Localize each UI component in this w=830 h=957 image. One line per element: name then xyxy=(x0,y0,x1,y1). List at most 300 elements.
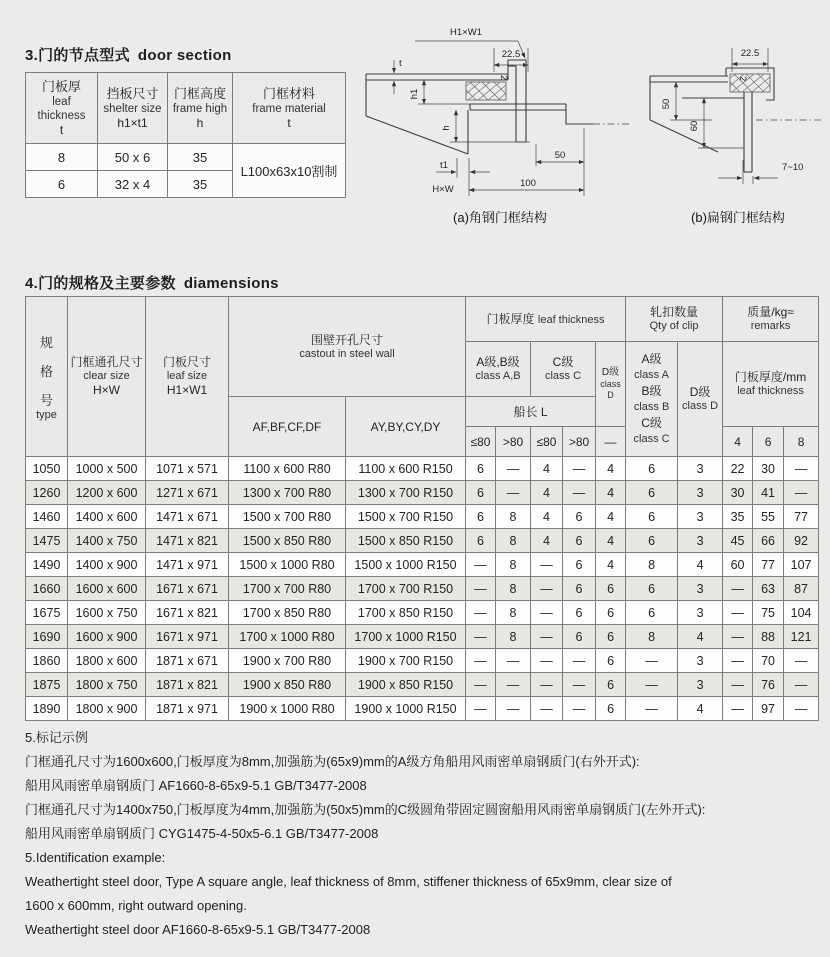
table-row-1260 xyxy=(26,481,819,505)
table-row-1475 xyxy=(26,529,819,553)
table-cell: 60 xyxy=(723,553,753,577)
header-en: class D xyxy=(682,400,719,412)
header-en: remarks xyxy=(750,320,791,332)
table-row-1490 xyxy=(26,553,819,577)
table-cell: 3 xyxy=(678,505,723,529)
dim-label-60: 60 xyxy=(689,120,700,132)
table-cell: — xyxy=(723,649,753,673)
col-castout xyxy=(229,297,466,397)
type-zh-char: 格 xyxy=(39,363,53,379)
header-sym: H×W xyxy=(93,383,120,397)
table-cell: 4 xyxy=(596,457,626,481)
dim-label-50: 50 xyxy=(661,98,672,110)
table-cell: 8 xyxy=(496,625,531,649)
header-zh: A级,B级 xyxy=(476,355,520,369)
text-line: 门框通孔尺寸为1600x600,门板厚度为8mm,加强筋为(65x9)mm的A级方角船用风雨密单扇钢质门(右外开式): xyxy=(25,754,640,769)
table-cell: 35 xyxy=(723,505,753,529)
diagram-flat-steel-frame xyxy=(648,20,828,228)
col-class-d xyxy=(596,342,626,427)
table-row-1050 xyxy=(26,457,819,481)
table-cell: 4 xyxy=(531,481,563,505)
table-cell: 1700 x 1000 R150 xyxy=(346,625,466,649)
table-cell: 1490 xyxy=(26,553,68,577)
header-zh: 门板厚度 xyxy=(486,311,535,326)
table-cell: 92 xyxy=(784,529,819,553)
table-cell: — xyxy=(563,673,596,697)
col-weight-8: 8 xyxy=(784,427,819,457)
table-cell: 4 xyxy=(596,481,626,505)
table-cell: 8 xyxy=(626,553,678,577)
table-cell: 4 xyxy=(596,529,626,553)
col-clip-qty-group xyxy=(626,297,723,342)
table-cell: 3 xyxy=(678,601,723,625)
col-leaf-thickness-group xyxy=(466,297,626,342)
table-cell: — xyxy=(466,673,496,697)
table-cell: 1900 x 700 R80 xyxy=(229,649,346,673)
header-en: class A,B xyxy=(475,370,521,382)
table-cell: 50 x 6 xyxy=(98,144,168,171)
col-class-ab xyxy=(466,342,531,397)
table-header-row xyxy=(26,73,346,144)
header-en: leaf thickness xyxy=(737,385,804,397)
table-cell: 6 xyxy=(26,171,98,198)
text-line: 1600 x 600mm, right outward opening. xyxy=(25,898,247,913)
table-cell: 1700 x 850 R150 xyxy=(346,601,466,625)
text-line: Weathertight steel door AF1660-8-65x9-5.1 GB/T3477-2008 xyxy=(25,922,371,937)
table-cell: 1800 x 900 xyxy=(68,697,146,721)
header-zh: 质量/kg≈ xyxy=(747,305,794,319)
col-leaf-thickness xyxy=(26,73,98,144)
table-cell: 1271 x 671 xyxy=(146,481,229,505)
table-cell: 1871 x 971 xyxy=(146,697,229,721)
table-cell: — xyxy=(563,697,596,721)
table-cell: 1600 x 750 xyxy=(68,601,146,625)
table-cell: 6 xyxy=(563,529,596,553)
dim-label-100: 100 xyxy=(520,178,536,189)
table-cell: 3 xyxy=(678,673,723,697)
table-cell: 63 xyxy=(753,577,784,601)
header-en: class D xyxy=(600,379,621,400)
table-cell: — xyxy=(723,673,753,697)
table-cell: 6 xyxy=(626,577,678,601)
table-cell: — xyxy=(466,601,496,625)
section4-title xyxy=(25,272,279,293)
table-cell: 88 xyxy=(753,625,784,649)
col-weight-4: 4 xyxy=(723,427,753,457)
table-cell: 1100 x 600 R150 xyxy=(346,457,466,481)
table-cell: 32 x 4 xyxy=(98,171,168,198)
table-cell: 1900 x 1000 R80 xyxy=(229,697,346,721)
clip-class-line: class B xyxy=(633,401,670,413)
type-en: type xyxy=(36,408,57,421)
table-cell: 6 xyxy=(626,529,678,553)
section3-title-zh: 3.门的节点型式 xyxy=(25,47,130,64)
table-cell: 1900 x 850 R150 xyxy=(346,673,466,697)
table-cell: 6 xyxy=(626,601,678,625)
table-cell: 1471 x 971 xyxy=(146,553,229,577)
table-cell: — xyxy=(531,601,563,625)
table-cell: 66 xyxy=(753,529,784,553)
table-cell: — xyxy=(723,625,753,649)
table-cell: 77 xyxy=(753,553,784,577)
frame-material-cell: L100x63x10割制 xyxy=(233,144,346,198)
table-row-1675 xyxy=(26,601,819,625)
table-row-1660 xyxy=(26,577,819,601)
col-gt80: >80 xyxy=(496,427,531,457)
header-zh: D级 xyxy=(689,385,711,399)
table-cell: 1300 x 700 R80 xyxy=(229,481,346,505)
table-cell: 1890 xyxy=(26,697,68,721)
table-cell: 1500 x 1000 R150 xyxy=(346,553,466,577)
col-clear-size xyxy=(68,297,146,457)
table-cell: — xyxy=(466,625,496,649)
dimensions-table xyxy=(25,296,819,721)
header-en: castout in steel wall xyxy=(299,347,395,360)
table-cell: 30 xyxy=(723,481,753,505)
gasket-hatch xyxy=(730,74,770,92)
table-cell: 1400 x 600 xyxy=(68,505,146,529)
table-cell: 1900 x 1000 R150 xyxy=(346,697,466,721)
header-en: leaf thickness xyxy=(537,313,605,326)
table-cell: 97 xyxy=(753,697,784,721)
clip-class-line: B级 xyxy=(641,384,662,398)
table-cell: 1471 x 821 xyxy=(146,529,229,553)
table-cell: 3 xyxy=(678,457,723,481)
text-line: 5.标记示例 xyxy=(25,730,88,745)
table-cell: 6 xyxy=(563,577,596,601)
table-cell: 1690 xyxy=(26,625,68,649)
col-gt80: >80 xyxy=(563,427,596,457)
table-cell: — xyxy=(496,673,531,697)
table-cell: 1900 x 850 R80 xyxy=(229,673,346,697)
table-cell: 6 xyxy=(596,649,626,673)
table-cell: 107 xyxy=(784,553,819,577)
clip-class-line: A级 xyxy=(641,352,662,366)
table-cell: 1300 x 700 R150 xyxy=(346,481,466,505)
diagram-a-caption: (a)角钢门框结构 xyxy=(453,210,547,225)
clip-class-line: class C xyxy=(633,433,670,445)
col-leaf-thickness-mm xyxy=(723,342,819,427)
header-zh: 门框材料 xyxy=(262,85,315,101)
header-en: clear size xyxy=(83,370,130,382)
table-cell: 1871 x 821 xyxy=(146,673,229,697)
table-cell: 1675 xyxy=(26,601,68,625)
header-en: Qty of clip xyxy=(649,320,699,332)
table-cell: 22 xyxy=(723,457,753,481)
table-cell: — xyxy=(723,577,753,601)
table-row-1890 xyxy=(26,697,819,721)
table-cell: — xyxy=(563,481,596,505)
col-weight-6: 6 xyxy=(753,427,784,457)
table-cell: 4 xyxy=(531,505,563,529)
table-cell: 1500 x 1000 R80 xyxy=(229,553,346,577)
section3-title-en: door section xyxy=(137,47,232,64)
table-cell: 6 xyxy=(596,625,626,649)
dim-label-t1: t1 xyxy=(440,160,448,171)
header-zh: 门框通孔尺寸 xyxy=(70,355,143,369)
table-cell: — xyxy=(496,697,531,721)
table-cell: 3 xyxy=(678,577,723,601)
section3-title xyxy=(25,44,232,65)
table-cell: — xyxy=(563,649,596,673)
gasket-hatch xyxy=(466,82,506,100)
col-type xyxy=(26,297,68,457)
text-line: Weathertight steel door, Type A square angle, leaf thickness of 8mm, stiffener thickness of 65x9mm, clear size of xyxy=(25,874,672,889)
table-cell: — xyxy=(784,673,819,697)
table-cell: 1600 x 900 xyxy=(68,625,146,649)
table-cell: 1860 xyxy=(26,649,68,673)
table-cell: 1260 xyxy=(26,481,68,505)
table-cell: 41 xyxy=(753,481,784,505)
text-line: 5.Identification example: xyxy=(25,850,166,865)
table-cell: 6 xyxy=(563,601,596,625)
table-cell: 6 xyxy=(626,481,678,505)
table-cell: 1800 x 750 xyxy=(68,673,146,697)
table-cell: 1200 x 600 xyxy=(68,481,146,505)
dim-label-50: 50 xyxy=(554,150,566,161)
dim-label-225: 22.5 xyxy=(501,49,521,60)
header-zh: C级 xyxy=(552,355,574,369)
table-cell: 1500 x 700 R80 xyxy=(229,505,346,529)
table-cell: 1871 x 671 xyxy=(146,649,229,673)
door-section-table xyxy=(25,72,346,198)
table-cell: 6 xyxy=(596,601,626,625)
header-en: class C xyxy=(544,370,582,382)
table-cell: 6 xyxy=(626,457,678,481)
header-en: frame material xyxy=(252,102,326,115)
table-cell: 6 xyxy=(466,529,496,553)
table-cell: 121 xyxy=(784,625,819,649)
table-cell: — xyxy=(531,649,563,673)
diagram-b-svg xyxy=(648,20,828,228)
dimensions-table-body xyxy=(26,457,819,721)
table-cell: — xyxy=(626,697,678,721)
table-cell: — xyxy=(723,601,753,625)
table-row xyxy=(26,144,346,171)
table-cell: — xyxy=(531,553,563,577)
header-zh: 挡板尺寸 xyxy=(106,85,159,101)
dim-label-h1: h1 xyxy=(409,88,420,100)
table-cell: 6 xyxy=(466,481,496,505)
table-row-1690 xyxy=(26,625,819,649)
table-cell: — xyxy=(466,697,496,721)
col-clip-abc xyxy=(626,342,678,457)
identification-text xyxy=(25,726,705,942)
table-cell: 1700 x 850 R80 xyxy=(229,601,346,625)
table-cell: 8 xyxy=(496,601,531,625)
header-zh: 门板厚 xyxy=(41,78,81,94)
table-cell: 1660 xyxy=(26,577,68,601)
header-sym: h1×t1 xyxy=(117,115,148,130)
dim-label-225: 22.5 xyxy=(740,48,760,59)
table-cell: 6 xyxy=(466,505,496,529)
table-cell: 1500 x 700 R150 xyxy=(346,505,466,529)
table-cell: 76 xyxy=(753,673,784,697)
clip-class-line: class A xyxy=(634,369,669,381)
table-cell: 1700 x 1000 R80 xyxy=(229,625,346,649)
table-cell: 1050 xyxy=(26,457,68,481)
table-cell: — xyxy=(723,697,753,721)
table-cell: — xyxy=(531,673,563,697)
table-cell: 4 xyxy=(531,529,563,553)
table-cell: 8 xyxy=(496,553,531,577)
table-cell: 1400 x 900 xyxy=(68,553,146,577)
col-clip-d xyxy=(678,342,723,457)
col-ship-length: 船长 L xyxy=(466,397,596,427)
table-cell: 1900 x 700 R150 xyxy=(346,649,466,673)
header-sym: H1×W1 xyxy=(166,383,208,397)
dim-label-hw: H×W xyxy=(432,184,454,195)
table-cell: 75 xyxy=(753,601,784,625)
col-leaf-size xyxy=(146,297,229,457)
table-cell: — xyxy=(531,697,563,721)
dim-label-710: 7~10 xyxy=(782,162,804,173)
table-cell: 1700 x 700 R150 xyxy=(346,577,466,601)
table-cell: 3 xyxy=(678,649,723,673)
clip-class-line: C级 xyxy=(641,416,662,430)
col-class-c xyxy=(531,342,596,397)
table-cell: 77 xyxy=(784,505,819,529)
table-cell: — xyxy=(563,457,596,481)
table-cell: 6 xyxy=(596,577,626,601)
col-d-dash: — xyxy=(596,427,626,457)
table-cell: 6 xyxy=(563,625,596,649)
header-en: leaf thickness xyxy=(37,95,86,122)
section4-title-zh: 4.门的规格及主要参数 xyxy=(25,275,176,292)
table-cell: 6 xyxy=(563,553,596,577)
table-cell: 8 xyxy=(26,144,98,171)
table-row-1875 xyxy=(26,673,819,697)
type-zh-char: 规 xyxy=(39,334,53,350)
table-cell: 3 xyxy=(678,481,723,505)
col-shelter-size xyxy=(98,73,168,144)
table-cell: 4 xyxy=(678,553,723,577)
table-cell: 1671 x 821 xyxy=(146,601,229,625)
table-cell: 87 xyxy=(784,577,819,601)
table-cell: 30 xyxy=(753,457,784,481)
table-cell: 8 xyxy=(496,529,531,553)
table-cell: 1500 x 850 R150 xyxy=(346,529,466,553)
dim-label-h: h xyxy=(441,125,452,131)
table-cell: 1671 x 971 xyxy=(146,625,229,649)
type-zh-char: 号 xyxy=(39,392,53,408)
col-castout-f: AF,BF,CF,DF xyxy=(229,397,346,457)
header-zh: D级 xyxy=(601,367,620,378)
col-frame-material xyxy=(233,73,346,144)
table-cell: 1671 x 671 xyxy=(146,577,229,601)
table-cell: — xyxy=(466,553,496,577)
header-zh: 门板厚度/mm xyxy=(734,370,807,384)
table-cell: 6 xyxy=(466,457,496,481)
diagram-angle-steel-frame xyxy=(358,20,643,228)
header-zh: 围壁开孔尺寸 xyxy=(311,332,384,347)
table-cell: 35 xyxy=(168,171,233,198)
col-castout-y: AY,BY,CY,DY xyxy=(346,397,466,457)
table-cell: 1475 xyxy=(26,529,68,553)
table-cell: — xyxy=(531,625,563,649)
header-sym: h xyxy=(196,115,204,130)
table-cell: 70 xyxy=(753,649,784,673)
table-cell: 1400 x 750 xyxy=(68,529,146,553)
dim-label-h1w1: H1×W1 xyxy=(450,27,482,38)
table-cell: 6 xyxy=(596,697,626,721)
table-cell: 4 xyxy=(678,625,723,649)
table-cell: — xyxy=(784,697,819,721)
header-row-1 xyxy=(26,297,819,342)
table-cell: 1875 xyxy=(26,673,68,697)
header-sym: t xyxy=(59,122,64,137)
table-cell: — xyxy=(784,649,819,673)
table-cell: 6 xyxy=(563,505,596,529)
table-cell: — xyxy=(784,457,819,481)
table-cell: 1800 x 600 xyxy=(68,649,146,673)
diagram-b-caption: (b)扁钢门框结构 xyxy=(691,210,785,225)
table-cell: — xyxy=(466,649,496,673)
table-cell: 1700 x 700 R80 xyxy=(229,577,346,601)
table-cell: 6 xyxy=(626,505,678,529)
table-cell: 1471 x 671 xyxy=(146,505,229,529)
header-zh: 轧扣数量 xyxy=(650,305,699,319)
table-cell: 8 xyxy=(496,577,531,601)
section4-title-en: diamensions xyxy=(183,275,279,292)
dim-label-2: 2 xyxy=(737,76,748,82)
table-cell: — xyxy=(784,481,819,505)
col-le80: ≤80 xyxy=(466,427,496,457)
table-cell: 1600 x 600 xyxy=(68,577,146,601)
table-cell: — xyxy=(496,481,531,505)
header-zh: 门板尺寸 xyxy=(162,355,211,369)
header-en: leaf size xyxy=(166,370,208,382)
text-line: 船用风雨密单扇钢质门 AF1660-8-65x9-5.1 GB/T3477-2008 xyxy=(25,778,367,793)
table-cell: 8 xyxy=(626,625,678,649)
col-frame-high xyxy=(168,73,233,144)
table-cell: 8 xyxy=(496,505,531,529)
table-row-1860 xyxy=(26,649,819,673)
dim-label-2: 2 xyxy=(498,75,509,81)
table-cell: 1000 x 500 xyxy=(68,457,146,481)
table-cell: 4 xyxy=(531,457,563,481)
table-cell: — xyxy=(626,649,678,673)
diagram-a-svg xyxy=(358,20,643,228)
dim-label-t: t xyxy=(399,58,402,69)
table-cell: 4 xyxy=(596,505,626,529)
table-cell: 1100 x 600 R80 xyxy=(229,457,346,481)
table-cell: 1460 xyxy=(26,505,68,529)
table-cell: 4 xyxy=(596,553,626,577)
header-en: shelter size xyxy=(103,102,162,115)
table-cell: — xyxy=(496,649,531,673)
table-cell: 1500 x 850 R80 xyxy=(229,529,346,553)
table-cell: — xyxy=(531,577,563,601)
header-sym: t xyxy=(287,115,291,130)
col-mass-group xyxy=(723,297,819,342)
table-row-1460 xyxy=(26,505,819,529)
table-cell: 45 xyxy=(723,529,753,553)
table-cell: 1071 x 571 xyxy=(146,457,229,481)
table-cell: 35 xyxy=(168,144,233,171)
col-le80: ≤80 xyxy=(531,427,563,457)
table-cell: — xyxy=(496,457,531,481)
header-zh: 门框高度 xyxy=(173,85,226,101)
table-cell: 55 xyxy=(753,505,784,529)
header-en: frame high xyxy=(172,102,228,115)
table-cell: — xyxy=(626,673,678,697)
table-cell: — xyxy=(466,577,496,601)
table-cell: 3 xyxy=(678,529,723,553)
table-cell: 104 xyxy=(784,601,819,625)
table-cell: 4 xyxy=(678,697,723,721)
text-line: 门框通孔尺寸为1400x750,门板厚度为4mm,加强筋为(50x5)mm的C级圆角带固定圆窗船用风雨密单扇钢质门(左外开式): xyxy=(25,802,706,817)
